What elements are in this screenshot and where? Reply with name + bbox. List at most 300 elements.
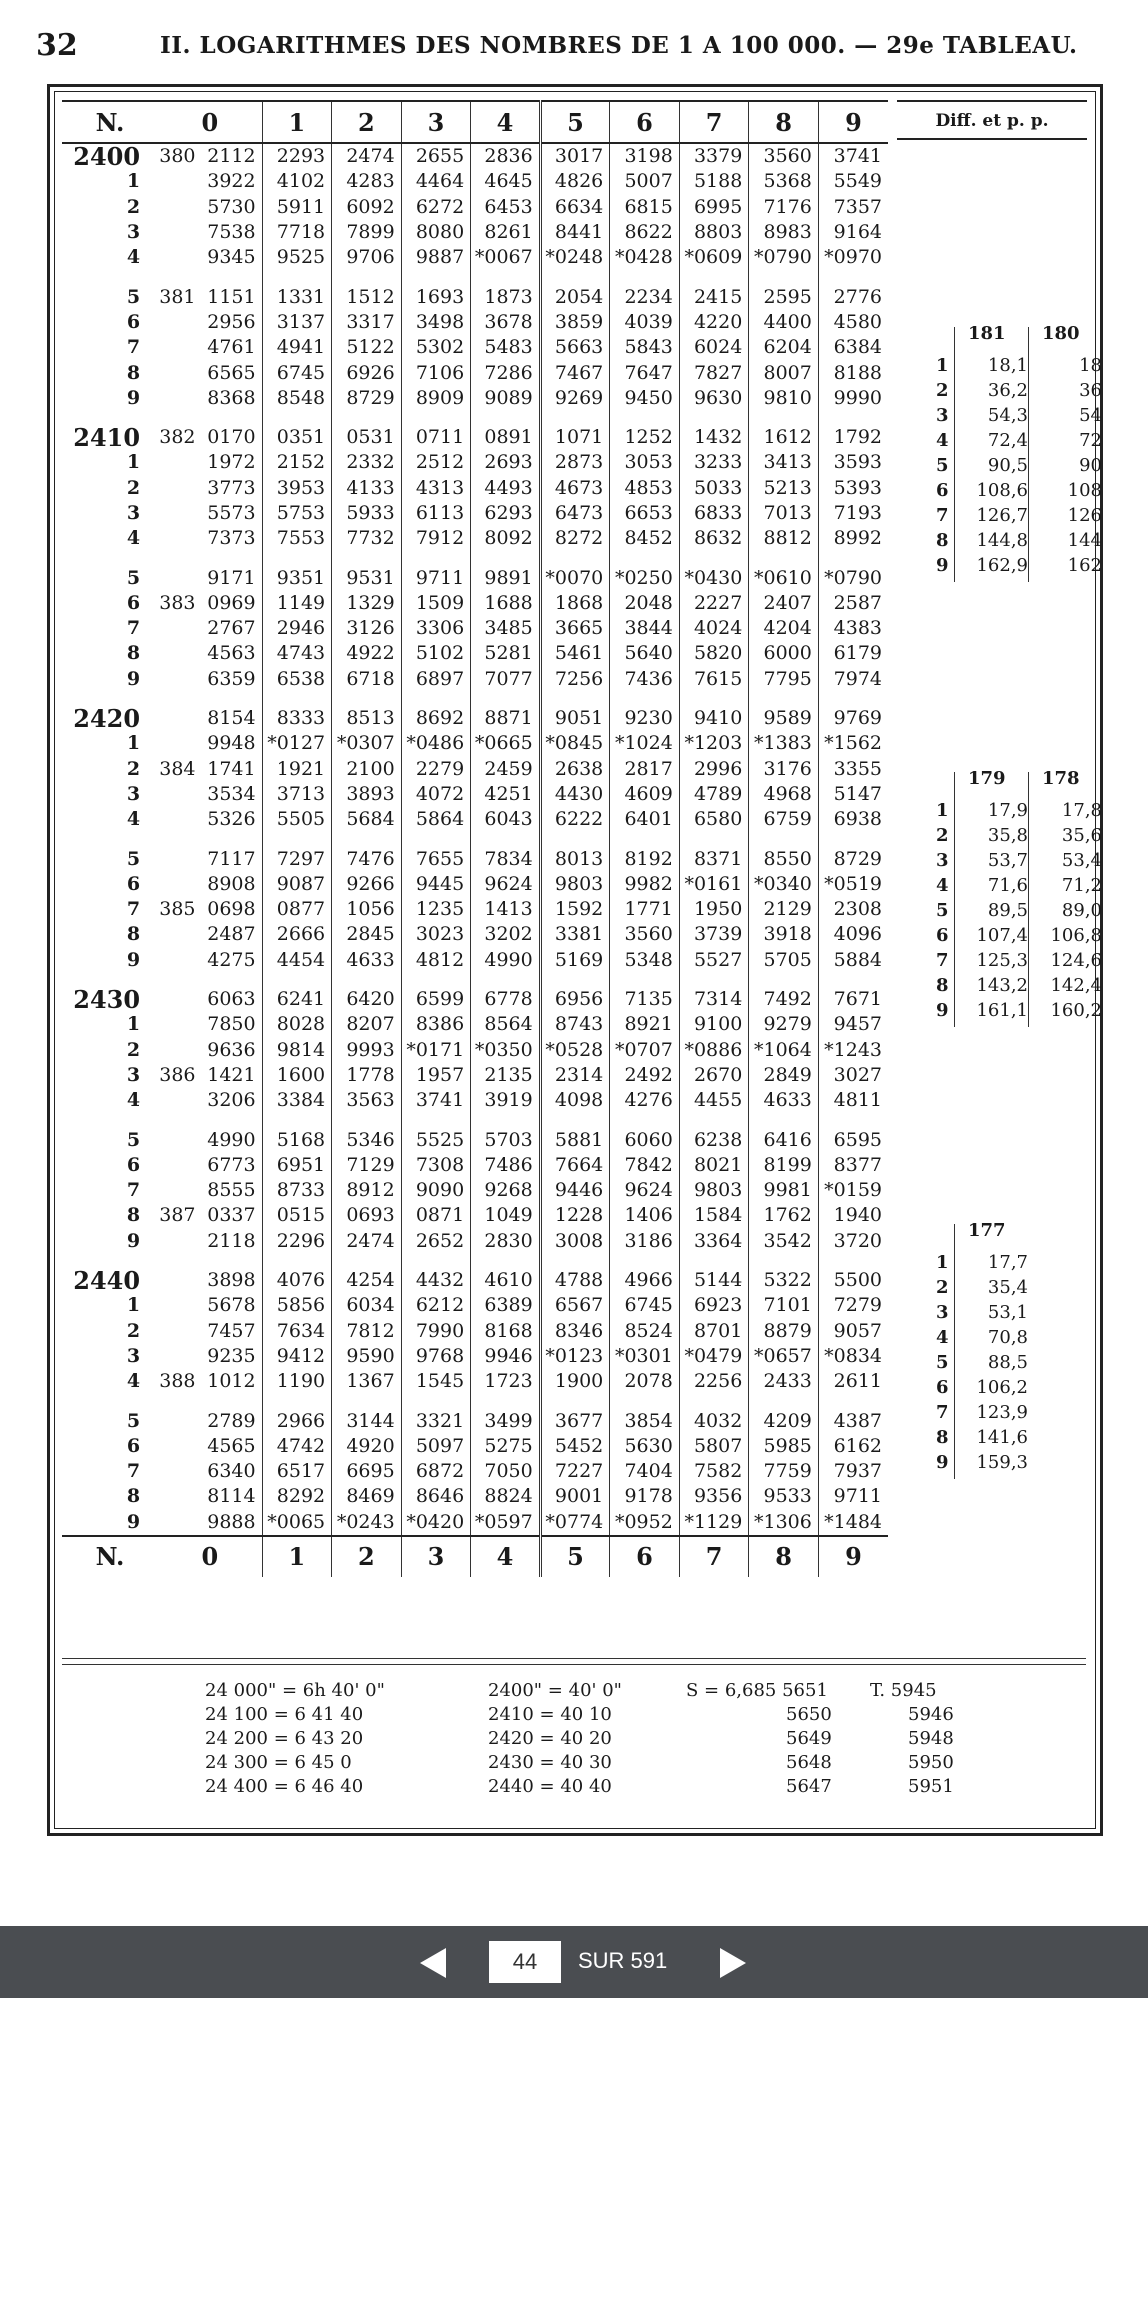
mantissa-cell-2: 5346 xyxy=(332,1127,402,1152)
mantissa-cell-4: 9891 xyxy=(471,565,541,590)
mantissa-cell-3: *0171 xyxy=(401,1038,471,1063)
mantissa-cell-3: 7912 xyxy=(401,526,471,551)
mantissa-cell-5: 2314 xyxy=(540,1063,610,1088)
mantissa-cell-5: 9446 xyxy=(540,1178,610,1203)
mantissa-cell-4: 2836 xyxy=(471,143,541,169)
mantissa-cell-4: 3919 xyxy=(471,1088,541,1113)
mantissa-prefix: 385 xyxy=(159,898,196,921)
mantissa-cell-3: 8909 xyxy=(401,386,471,411)
mantissa-cell-4: 6389 xyxy=(471,1293,541,1318)
table-row xyxy=(62,1038,888,1063)
pp-value: 126,7 xyxy=(976,505,1028,526)
mantissa-cell-9: 5884 xyxy=(818,948,888,973)
mantissa-cell-2: 2845 xyxy=(332,922,402,947)
mantissa-cell-5: *0774 xyxy=(540,1510,610,1536)
pp-header: 178 xyxy=(1042,768,1080,789)
row-number: 6 xyxy=(126,310,141,333)
pp-value: 35,6 xyxy=(1061,825,1102,846)
mantissa-value: 0698 xyxy=(207,898,256,921)
mantissa-cell-8: 3176 xyxy=(749,757,819,782)
mantissa-cell-1: 3713 xyxy=(262,782,332,807)
table-row xyxy=(62,169,888,194)
pp-value: 141,6 xyxy=(976,1427,1028,1448)
mantissa-cell-1: 0351 xyxy=(262,425,332,450)
mantissa-cell-1: 6241 xyxy=(262,987,332,1012)
mantissa-cell-2: 0531 xyxy=(332,425,402,450)
mantissa-cell-3: 4072 xyxy=(401,782,471,807)
mantissa-cell-2: 8469 xyxy=(332,1484,402,1509)
mantissa-cell-2: 6718 xyxy=(332,667,402,692)
mantissa-cell-5: 4673 xyxy=(540,476,610,501)
mantissa-cell-1: 3953 xyxy=(262,476,332,501)
table-row xyxy=(62,335,888,360)
mantissa-cell-0 xyxy=(158,1484,262,1509)
table-row xyxy=(62,897,888,922)
mantissa-cell-1: 4941 xyxy=(262,335,332,360)
pp-value: 160,2 xyxy=(1050,1000,1102,1021)
mantissa-cell-6: 9450 xyxy=(610,386,680,411)
mantissa-cell-8: 5705 xyxy=(749,948,819,973)
mantissa-cell-9: 7193 xyxy=(818,501,888,526)
mantissa-cell-6: 8192 xyxy=(610,846,680,871)
mantissa-cell-0 xyxy=(158,1344,262,1369)
mantissa-value: 1012 xyxy=(207,1370,256,1393)
pp-value: 53,4 xyxy=(1061,850,1102,871)
pp-divider xyxy=(1028,772,1029,1027)
mantissa-cell-9: 7279 xyxy=(818,1293,888,1318)
next-page-icon[interactable] xyxy=(720,1948,746,1978)
mantissa-value: 2956 xyxy=(207,310,256,333)
mantissa-cell-1: *0127 xyxy=(262,731,332,756)
mantissa-cell-8: 8550 xyxy=(749,846,819,871)
mantissa-cell-8: 9533 xyxy=(749,1484,819,1509)
mantissa-cell-0 xyxy=(158,526,262,551)
table-row xyxy=(62,591,888,616)
mantissa-cell-4: 9268 xyxy=(471,1178,541,1203)
table-row xyxy=(62,667,888,692)
mantissa-cell-3: 9887 xyxy=(401,245,471,270)
table-row xyxy=(62,1484,888,1509)
pp-divider xyxy=(954,1224,955,1479)
mantissa-cell-9: *0834 xyxy=(818,1344,888,1369)
mantissa-cell-5: 5881 xyxy=(540,1127,610,1152)
mantissa-cell-5: 7664 xyxy=(540,1153,610,1178)
mantissa-cell-6: 2078 xyxy=(610,1369,680,1394)
row-number: 3 xyxy=(126,221,141,244)
mantissa-cell-6: 6060 xyxy=(610,1127,680,1152)
mantissa-cell-0 xyxy=(158,846,262,871)
pp-multiplier: 7 xyxy=(936,950,949,971)
mantissa-cell-2: 4254 xyxy=(332,1268,402,1293)
mantissa-value: 4990 xyxy=(207,1128,256,1151)
pp-multiplier: 6 xyxy=(936,1377,949,1398)
table-row xyxy=(62,1063,888,1088)
mantissa-cell-0 xyxy=(158,1268,262,1293)
mantissa-cell-1: 9087 xyxy=(262,872,332,897)
mantissa-value: 2112 xyxy=(207,145,256,168)
mantissa-cell-3: 2652 xyxy=(401,1229,471,1254)
mantissa-cell-2: 8912 xyxy=(332,1178,402,1203)
mantissa-cell-9: *1562 xyxy=(818,731,888,756)
mantissa-cell-8: 6416 xyxy=(749,1127,819,1152)
footer-col3-entry: 5650 xyxy=(786,1704,832,1725)
pp-value: 35,4 xyxy=(987,1277,1028,1298)
group-spacer xyxy=(62,973,888,987)
table-row xyxy=(62,1459,888,1484)
mantissa-cell-9: *1243 xyxy=(818,1038,888,1063)
mantissa-cell-2: 8207 xyxy=(332,1012,402,1037)
mantissa-cell-3: 6872 xyxy=(401,1459,471,1484)
row-number: 3 xyxy=(126,1063,141,1086)
mantissa-cell-5: 5663 xyxy=(540,335,610,360)
pp-value: 54 xyxy=(1079,405,1102,426)
mantissa-cell-8: 6759 xyxy=(749,807,819,832)
row-number: 4 xyxy=(126,808,141,831)
mantissa-value: 8908 xyxy=(207,872,256,895)
mantissa-cell-5: 1592 xyxy=(540,897,610,922)
mantissa-cell-4: 2459 xyxy=(471,757,541,782)
mantissa-cell-7: 6580 xyxy=(679,807,749,832)
mantissa-cell-7: 9410 xyxy=(679,706,749,731)
mantissa-cell-5: 9001 xyxy=(540,1484,610,1509)
mantissa-cell-6: 4609 xyxy=(610,782,680,807)
pp-multiplier: 2 xyxy=(936,825,949,846)
mantissa-cell-7: 2996 xyxy=(679,757,749,782)
mantissa-cell-9: 9769 xyxy=(818,706,888,731)
mantissa-cell-6: 7135 xyxy=(610,987,680,1012)
mantissa-cell-6: 3198 xyxy=(610,143,680,169)
mantissa-cell-8: 5213 xyxy=(749,476,819,501)
table-row xyxy=(62,425,888,450)
table-row xyxy=(62,731,888,756)
mantissa-cell-3: 9090 xyxy=(401,1178,471,1203)
table-row xyxy=(62,386,888,411)
mantissa-cell-6: 7842 xyxy=(610,1153,680,1178)
mantissa-cell-5: 1071 xyxy=(540,425,610,450)
mantissa-cell-3: 2512 xyxy=(401,450,471,475)
mantissa-value: 7538 xyxy=(207,221,256,244)
footer-col2-entry: 2430 = 40 30 xyxy=(488,1752,612,1773)
mantissa-cell-9: 7671 xyxy=(818,987,888,1012)
mantissa-cell-9: *0970 xyxy=(818,245,888,270)
mantissa-cell-9: 8188 xyxy=(818,360,888,385)
mantissa-cell-8: 2129 xyxy=(749,897,819,922)
mantissa-cell-7: 6024 xyxy=(679,335,749,360)
row-number: 1 xyxy=(126,1294,141,1317)
column-header-7: 7 xyxy=(679,1536,749,1577)
row-number: 7 xyxy=(126,898,141,921)
mantissa-cell-4: 4645 xyxy=(471,169,541,194)
mantissa-cell-4: 0891 xyxy=(471,425,541,450)
group-spacer xyxy=(62,270,888,284)
mantissa-value: 1741 xyxy=(207,757,256,780)
mantissa-cell-9: 1940 xyxy=(818,1203,888,1228)
mantissa-cell-8: 7795 xyxy=(749,667,819,692)
mantissa-cell-8: 4968 xyxy=(749,782,819,807)
table-row xyxy=(62,1408,888,1433)
mantissa-cell-3: 7106 xyxy=(401,360,471,385)
mantissa-cell-6: 4966 xyxy=(610,1268,680,1293)
pp-value: 72,4 xyxy=(987,430,1028,451)
mantissa-value: 6565 xyxy=(207,361,256,384)
mantissa-cell-3: 8692 xyxy=(401,706,471,731)
footer-col3-entry: 5649 xyxy=(786,1728,832,1749)
mantissa-cell-2: 3893 xyxy=(332,782,402,807)
mantissa-cell-6: 8622 xyxy=(610,220,680,245)
pp-multiplier: 1 xyxy=(936,800,949,821)
mantissa-cell-9: *1484 xyxy=(818,1510,888,1536)
mantissa-cell-7: 4455 xyxy=(679,1088,749,1113)
row-number: 8 xyxy=(126,923,141,946)
mantissa-cell-3: 9445 xyxy=(401,872,471,897)
row-number: 7 xyxy=(126,1179,141,1202)
column-header-4: 4 xyxy=(471,101,541,143)
pp-value: 144 xyxy=(1067,530,1102,551)
mantissa-cell-0 xyxy=(158,476,262,501)
mantissa-value: 8368 xyxy=(207,386,256,409)
mantissa-cell-2: 4633 xyxy=(332,948,402,973)
mantissa-prefix: 384 xyxy=(159,757,196,780)
mantissa-cell-7: 6238 xyxy=(679,1127,749,1152)
column-header-1: 1 xyxy=(262,1536,332,1577)
mantissa-cell-8: 9589 xyxy=(749,706,819,731)
mantissa-cell-0 xyxy=(158,782,262,807)
row-number: 4 xyxy=(126,527,141,550)
mantissa-value: 4275 xyxy=(207,948,256,971)
mantissa-cell-9: 3720 xyxy=(818,1229,888,1254)
row-number: 5 xyxy=(126,847,141,870)
mantissa-cell-8: *1064 xyxy=(749,1038,819,1063)
row-number: 6 xyxy=(126,1153,141,1176)
page-title: II. LOGARITHMES DES NOMBRES DE 1 A 100 000. — 29e TABLEAU. xyxy=(160,32,1078,59)
mantissa-cell-7: 5033 xyxy=(679,476,749,501)
mantissa-cell-6: 2234 xyxy=(610,284,680,309)
pp-value: 71,6 xyxy=(987,875,1028,896)
table-row xyxy=(62,284,888,309)
mantissa-cell-3: 5525 xyxy=(401,1127,471,1152)
mantissa-cell-7: 7582 xyxy=(679,1459,749,1484)
mantissa-cell-6: 3854 xyxy=(610,1408,680,1433)
mantissa-cell-7: 5807 xyxy=(679,1434,749,1459)
mantissa-value: 3898 xyxy=(207,1269,256,1292)
mantissa-cell-2: 9531 xyxy=(332,565,402,590)
mantissa-cell-4: 2830 xyxy=(471,1229,541,1254)
mantissa-cell-2: 0693 xyxy=(332,1203,402,1228)
mantissa-cell-8: 2433 xyxy=(749,1369,819,1394)
table-row xyxy=(62,195,888,220)
mantissa-cell-1: 2296 xyxy=(262,1229,332,1254)
mantissa-cell-9: 7357 xyxy=(818,195,888,220)
pp-value: 90 xyxy=(1079,455,1102,476)
table-row xyxy=(62,526,888,551)
mantissa-cell-4: 8871 xyxy=(471,706,541,731)
footer-col4-entry: 5946 xyxy=(908,1704,954,1725)
footer-col1-entry: 24 300 = 6 45 0 xyxy=(205,1752,352,1773)
mantissa-cell-0 xyxy=(158,897,262,922)
mantissa-cell-3: 2655 xyxy=(401,143,471,169)
pp-header: 177 xyxy=(968,1220,1006,1241)
mantissa-cell-2: 5684 xyxy=(332,807,402,832)
mantissa-cell-0 xyxy=(158,667,262,692)
mantissa-cell-6: 6815 xyxy=(610,195,680,220)
mantissa-cell-5: 4430 xyxy=(540,782,610,807)
pp-value: 53,1 xyxy=(987,1302,1028,1323)
row-number: 8 xyxy=(126,1485,141,1508)
mantissa-value: 5573 xyxy=(207,502,256,524)
mantissa-cell-1: 9814 xyxy=(262,1038,332,1063)
mantissa-prefix: 387 xyxy=(159,1204,196,1227)
mantissa-cell-0 xyxy=(158,450,262,475)
mantissa-value: 1151 xyxy=(207,285,256,308)
mantissa-cell-0 xyxy=(158,1012,262,1037)
mantissa-value: 4761 xyxy=(207,336,256,359)
mantissa-cell-4: 8168 xyxy=(471,1318,541,1343)
mantissa-cell-7: 4789 xyxy=(679,782,749,807)
mantissa-value: 9235 xyxy=(207,1344,256,1367)
mantissa-cell-1: 4102 xyxy=(262,169,332,194)
mantissa-cell-9: 9457 xyxy=(818,1012,888,1037)
mantissa-cell-8: 9981 xyxy=(749,1178,819,1203)
pp-value: 89,0 xyxy=(1061,900,1102,921)
column-header-6: 6 xyxy=(610,1536,680,1577)
previous-page-icon[interactable] xyxy=(420,1948,446,1978)
row-number: 2 xyxy=(126,476,141,499)
mantissa-cell-3: 4432 xyxy=(401,1268,471,1293)
footer-col2-entry: 2410 = 40 10 xyxy=(488,1704,612,1725)
mantissa-cell-8: 7101 xyxy=(749,1293,819,1318)
mantissa-cell-5: 3381 xyxy=(540,922,610,947)
mantissa-value: 1421 xyxy=(207,1063,256,1086)
mantissa-cell-2: 1778 xyxy=(332,1063,402,1088)
mantissa-cell-8: 2407 xyxy=(749,591,819,616)
mantissa-cell-7: 8371 xyxy=(679,846,749,871)
pp-value: 161,1 xyxy=(976,1000,1028,1021)
mantissa-cell-4: 1723 xyxy=(471,1369,541,1394)
mantissa-cell-3: *0486 xyxy=(401,731,471,756)
row-number: 2400 xyxy=(73,142,141,172)
mantissa-cell-5: 7467 xyxy=(540,360,610,385)
pp-value: 17,8 xyxy=(1061,800,1102,821)
mantissa-cell-1: 6951 xyxy=(262,1153,332,1178)
mantissa-cell-6: 9230 xyxy=(610,706,680,731)
mantissa-cell-4: 1049 xyxy=(471,1203,541,1228)
mantissa-cell-5: 3008 xyxy=(540,1229,610,1254)
mantissa-cell-1: 7297 xyxy=(262,846,332,871)
footer-col3-entry: 5647 xyxy=(786,1776,832,1797)
column-header-1: 1 xyxy=(262,101,332,143)
mantissa-prefix: 381 xyxy=(159,285,196,308)
mantissa-cell-3: *0420 xyxy=(401,1510,471,1536)
footer-col1-entry: 24 100 = 6 41 40 xyxy=(205,1704,364,1725)
mantissa-cell-6: 2492 xyxy=(610,1063,680,1088)
mantissa-value: 1972 xyxy=(207,451,256,474)
row-number: 5 xyxy=(126,285,141,308)
mantissa-cell-7: *0161 xyxy=(679,872,749,897)
mantissa-cell-3: 4313 xyxy=(401,476,471,501)
mantissa-cell-6: 2048 xyxy=(610,591,680,616)
table-row xyxy=(62,1127,888,1152)
mantissa-cell-3: 2279 xyxy=(401,757,471,782)
mantissa-cell-7: 2256 xyxy=(679,1369,749,1394)
mantissa-cell-9: 6595 xyxy=(818,1127,888,1152)
pp-header: 179 xyxy=(968,768,1006,789)
mantissa-cell-8: 3413 xyxy=(749,450,819,475)
footer-divider xyxy=(62,1658,1086,1659)
mantissa-cell-8: 8812 xyxy=(749,526,819,551)
mantissa-cell-7: 1584 xyxy=(679,1203,749,1228)
mantissa-cell-0 xyxy=(158,1510,262,1536)
mantissa-cell-5: *0528 xyxy=(540,1038,610,1063)
mantissa-cell-0 xyxy=(158,1153,262,1178)
mantissa-cell-4: 3678 xyxy=(471,310,541,335)
mantissa-cell-9: 4811 xyxy=(818,1088,888,1113)
pp-value: 89,5 xyxy=(987,900,1028,921)
mantissa-cell-1: 2946 xyxy=(262,616,332,641)
mantissa-cell-0 xyxy=(158,616,262,641)
pp-value: 142,4 xyxy=(1050,975,1102,996)
mantissa-cell-4: 4610 xyxy=(471,1268,541,1293)
mantissa-cell-8: *0610 xyxy=(749,565,819,590)
mantissa-cell-4: 8092 xyxy=(471,526,541,551)
mantissa-cell-8: 4209 xyxy=(749,1408,819,1433)
mantissa-cell-0 xyxy=(158,922,262,947)
mantissa-cell-3: 4812 xyxy=(401,948,471,973)
mantissa-cell-8: 2849 xyxy=(749,1063,819,1088)
table-row xyxy=(62,1203,888,1228)
pp-multiplier: 7 xyxy=(936,1402,949,1423)
mantissa-value: 0337 xyxy=(207,1204,256,1227)
pp-value: 36,2 xyxy=(987,380,1028,401)
pp-value: 123,9 xyxy=(976,1402,1028,1423)
mantissa-cell-9: 7974 xyxy=(818,667,888,692)
mantissa-prefix: 388 xyxy=(159,1370,196,1393)
mantissa-cell-8: 6000 xyxy=(749,641,819,666)
mantissa-cell-3: 5864 xyxy=(401,807,471,832)
mantissa-value: 9888 xyxy=(207,1510,256,1533)
pp-value: 162 xyxy=(1067,555,1102,576)
page-number-input[interactable] xyxy=(489,1941,561,1983)
mantissa-cell-4: 8564 xyxy=(471,1012,541,1037)
mantissa-cell-8: 1612 xyxy=(749,425,819,450)
mantissa-cell-1: 5168 xyxy=(262,1127,332,1152)
mantissa-cell-2: 7129 xyxy=(332,1153,402,1178)
column-header-4: 4 xyxy=(471,1536,541,1577)
mantissa-cell-5: 5169 xyxy=(540,948,610,973)
mantissa-cell-7: 3739 xyxy=(679,922,749,947)
mantissa-value: 9948 xyxy=(207,732,256,755)
mantissa-cell-7: *1129 xyxy=(679,1510,749,1536)
mantissa-cell-4: *0665 xyxy=(471,731,541,756)
mantissa-cell-1: 6538 xyxy=(262,667,332,692)
mantissa-cell-8: 7492 xyxy=(749,987,819,1012)
pp-multiplier: 3 xyxy=(936,405,949,426)
mantissa-cell-6: 5348 xyxy=(610,948,680,973)
mantissa-cell-7: 4220 xyxy=(679,310,749,335)
mantissa-cell-8: 4400 xyxy=(749,310,819,335)
mantissa-cell-5: *0845 xyxy=(540,731,610,756)
mantissa-cell-9: 9057 xyxy=(818,1318,888,1343)
group-spacer xyxy=(62,1254,888,1268)
mantissa-cell-9: 9711 xyxy=(818,1484,888,1509)
mantissa-cell-7: 2227 xyxy=(679,591,749,616)
mantissa-cell-4: 7050 xyxy=(471,1459,541,1484)
mantissa-cell-7: 5527 xyxy=(679,948,749,973)
mantissa-cell-8: 1762 xyxy=(749,1203,819,1228)
pp-value: 36 xyxy=(1079,380,1102,401)
mantissa-cell-7: 4032 xyxy=(679,1408,749,1433)
pp-multiplier: 9 xyxy=(936,1452,949,1473)
pp-value: 17,7 xyxy=(987,1252,1028,1273)
